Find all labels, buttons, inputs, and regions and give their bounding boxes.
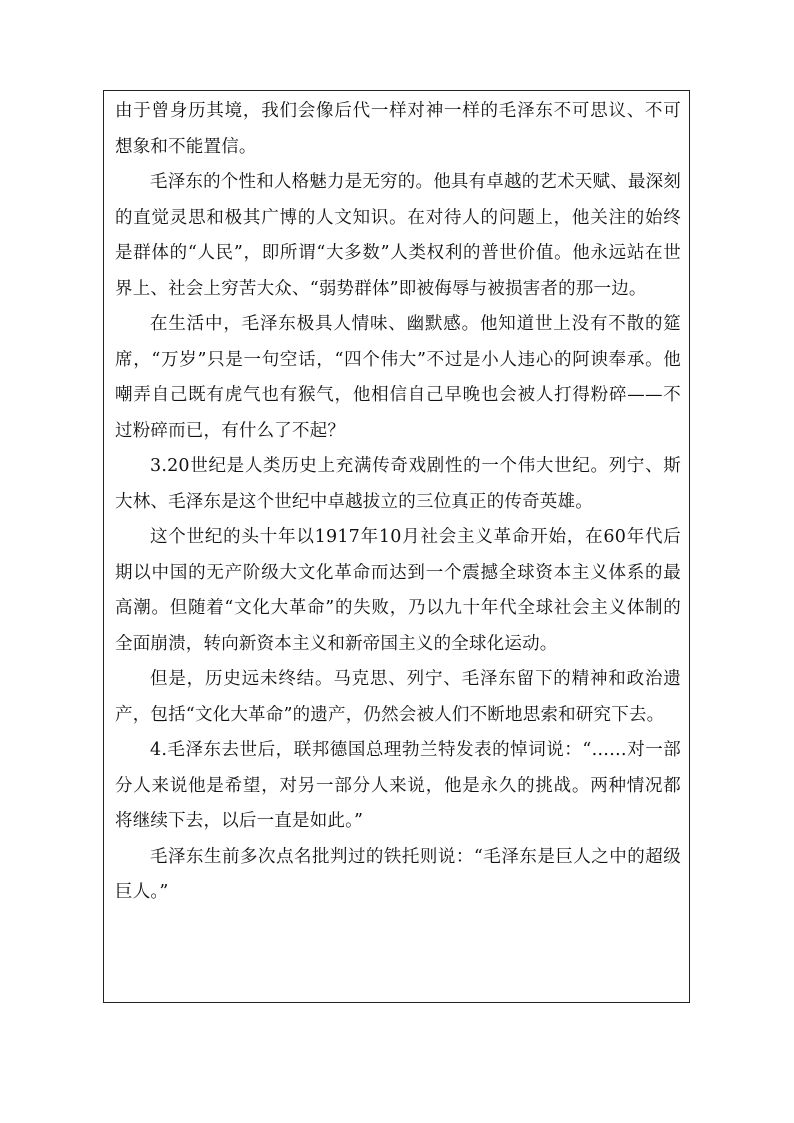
text-frame xyxy=(103,90,690,1003)
paragraph-8: 毛泽东生前多次点名批判过的铁托则说：“毛泽东是巨人之中的超级巨人。” xyxy=(115,846,681,902)
text-body xyxy=(115,94,681,911)
paragraph-3: 在生活中，毛泽东极具人情味、幽默感。他知道世上没有不散的筵席，“万岁”只是一句空话，“四个伟大”不过是小人违心的阿谀奉承。他嘲弄自己既有虎气也有猴气，他相信自己早晚也会被人打得粉碎——不过粉碎而已，有什么了不起？ xyxy=(115,314,681,441)
paragraph-2: 毛泽东的个性和人格魅力是无穷的。他具有卓越的艺术天赋、最深刻的直觉灵思和极其广博的人文知识。在对待人的问题上，他关注的始终是群体的“人民”，即所谓“大多数”人类权利的普世价值。他永远站在世界上、社会上穷苦大众、“弱势群体”即被侮辱与被损害者的那一边。 xyxy=(115,172,681,299)
paragraph-1: 由于曾身历其境，我们会像后代一样对神一样的毛泽东不可思议、不可想象和不能置信。 xyxy=(115,101,681,157)
paragraph-6: 但是，历史远未终结。马克思、列宁、毛泽东留下的精神和政治遗产，包括“文化大革命”的遗产，仍然会被人们不断地思索和研究下去。 xyxy=(115,669,681,725)
paragraph-4: 3.20世纪是人类历史上充满传奇戏剧性的一个伟大世纪。列宁、斯大林、毛泽东是这个世纪中卓越拔立的三位真正的传奇英雄。 xyxy=(115,456,681,512)
paragraph-7: 4.毛泽东去世后，联邦德国总理勃兰特发表的悼词说：“……对一部分人来说他是希望，对另一部分人来说，他是永久的挑战。两种情况都将继续下去，以后一直是如此。” xyxy=(115,740,681,831)
paragraph-5: 这个世纪的头十年以1917年10月社会主义革命开始，在60年代后期以中国的无产阶级大文化革命而达到一个震撼全球资本主义体系的最高潮。但随着“文化大革命”的失败，乃以九十年代全球社会主义体制的全面崩溃，转向新资本主义和新帝国主义的全球化运动。 xyxy=(115,527,681,654)
